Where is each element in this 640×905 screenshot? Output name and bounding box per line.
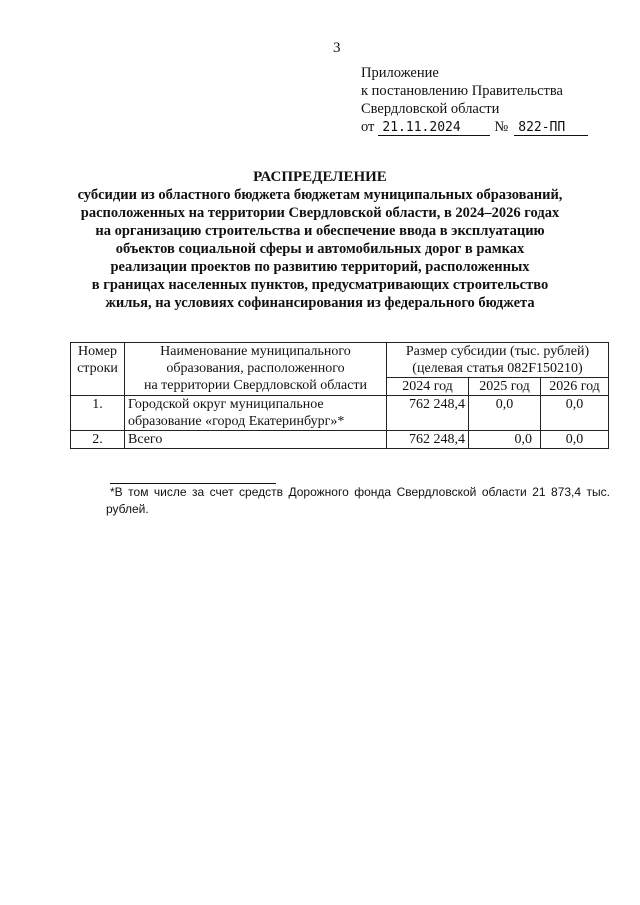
table-row bbox=[71, 396, 609, 431]
appendix-line-2: к постановлению Правительства bbox=[361, 83, 563, 99]
row-number: 2. bbox=[71, 431, 125, 449]
title-line: жилья, на условиях софинансирования из федерального бюджета bbox=[105, 295, 535, 311]
title-line: в границах населенных пунктов, предусматривающих строительство bbox=[91, 277, 549, 293]
appendix-line-3: Свердловской области bbox=[361, 101, 500, 117]
subsidy-table bbox=[70, 342, 609, 449]
table-header-row bbox=[71, 343, 609, 378]
footnote bbox=[106, 484, 610, 518]
date-prefix: от bbox=[361, 119, 375, 135]
appendix-line-1: Приложение bbox=[361, 65, 439, 81]
resolution-reference bbox=[361, 118, 588, 136]
table-row-total bbox=[71, 431, 609, 449]
row-value-2024: 762 248,4 bbox=[387, 396, 469, 431]
row-value-2025: 0,0 bbox=[469, 396, 541, 431]
row-number: 1. bbox=[71, 396, 125, 431]
title-line: расположенных на территории Свердловской области, в 2024–2026 годах bbox=[80, 205, 560, 221]
header-year-2024: 2024 год bbox=[387, 378, 469, 396]
row-value-2024: 762 248,4 bbox=[387, 431, 469, 449]
header-row-number: Номер строки bbox=[71, 343, 125, 396]
header-municipality: Наименование муниципального образования, расположенного на территории Свердловской области bbox=[125, 343, 387, 396]
row-municipality: Всего bbox=[125, 431, 387, 449]
row-value-2026: 0,0 bbox=[541, 431, 609, 449]
header-subsidy-amount: Размер субсидии (тыс. рублей) (целевая статья 082F150210) bbox=[387, 343, 609, 378]
resolution-date: 21.11.2024 bbox=[378, 120, 490, 136]
document-title bbox=[30, 168, 610, 312]
footnote-line-2: рублей. bbox=[106, 502, 149, 516]
title-heading: РАСПРЕДЕЛЕНИЕ bbox=[253, 169, 387, 185]
resolution-number: 822-ПП bbox=[514, 120, 588, 136]
row-municipality: Городской округ муниципальное образование «город Екатеринбург»* bbox=[125, 396, 387, 431]
title-line: реализации проектов по развитию территорий, расположенных bbox=[110, 259, 530, 275]
title-line: субсидии из областного бюджета бюджетам муниципальных образований, bbox=[77, 187, 563, 203]
page-number: 3 bbox=[333, 40, 341, 56]
appendix-block bbox=[361, 64, 588, 136]
row-value-2025: 0,0 bbox=[469, 431, 541, 449]
title-line: объектов социальной сферы и автомобильных дорог в рамках bbox=[115, 241, 525, 257]
header-year-2026: 2026 год bbox=[541, 378, 609, 396]
row-value-2026: 0,0 bbox=[541, 396, 609, 431]
number-sign: № bbox=[494, 119, 509, 135]
footnote-line-1: *В том числе за счет средств Дорожного фонда Свердловской области 21 873,4 тыс. bbox=[110, 485, 610, 499]
header-year-2025: 2025 год bbox=[469, 378, 541, 396]
title-line: на организацию строительства и обеспечение ввода в эксплуатацию bbox=[95, 223, 545, 239]
